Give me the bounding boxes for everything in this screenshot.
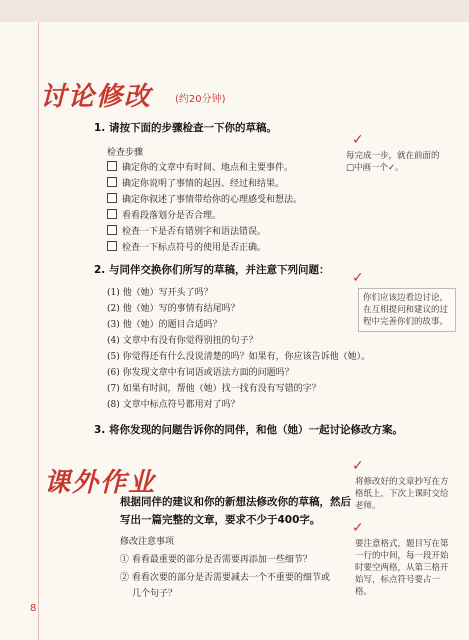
list-item: (1) 他（她）写开头了吗？: [107, 288, 213, 298]
time-note: (约20分钟): [175, 94, 226, 105]
list-item: 几个句子？: [132, 589, 178, 599]
list-item: (3) 他（她）的题目合适吗？: [107, 320, 222, 330]
checklist-item[interactable]: 看看段落划分是否合理。: [107, 208, 221, 221]
list-item: ② 看看次要的部分是否需要减去一个不重要的细节或: [120, 573, 330, 583]
hand-check-icon: ✓: [352, 520, 364, 536]
checkbox[interactable]: [107, 161, 117, 171]
list-item: (5) 你觉得还有什么没说清楚的吗？如果有，你应该告诉他（她）。: [107, 352, 371, 362]
side-note-discuss: 你们应该边看边讨论，在互相提问和建议的过程中完善你们的故事。: [358, 288, 456, 332]
hand-check-icon: ✓: [352, 458, 364, 474]
hand-check-icon: ✓: [352, 270, 364, 286]
homework-instruction-1: 根据同伴的建议和你的新想法修改你的草稿，然后: [120, 496, 351, 508]
margin-line: [38, 22, 39, 640]
list-item: (2) 他（她）写的事情有结尾吗？: [107, 304, 240, 314]
side-note-copy: 将修改好的文章抄写在方格纸上，下次上课时交给老师。: [355, 477, 449, 511]
top-band: [0, 0, 469, 22]
checklist-item[interactable]: 确定你的文章中有时间、地点和主要事件。: [107, 160, 293, 173]
question-3: 3. 将你发现的问题告诉你的同伴，和他（她）一起讨论修改方案。: [94, 424, 403, 436]
section-title-homework: 课外作业: [44, 468, 157, 498]
side-note-checklist: 每完成一步，就在前面的□中画一个✓。: [346, 151, 440, 173]
section-title-discuss: 讨论修改: [40, 82, 153, 112]
checkbox[interactable]: [107, 193, 117, 203]
notes-title: 修改注意事项: [120, 537, 175, 547]
checkbox[interactable]: [107, 209, 117, 219]
checklist-item[interactable]: 确定你说明了事情的起因、经过和结果。: [107, 176, 284, 189]
list-item: (7) 如果有时间，帮他（她）找一找有没有写错的字？: [107, 384, 321, 394]
page-number: 8: [30, 603, 37, 614]
checklist-title: 检查步骤: [107, 148, 144, 158]
checklist-item[interactable]: 确定你叙述了事情带给你的心理感受和想法。: [107, 192, 302, 205]
question-1: 1. 请按下面的步骤检查一下你的草稿。: [94, 122, 277, 134]
checklist-item[interactable]: 检查一下标点符号的使用是否正确。: [107, 240, 266, 253]
checklist-item[interactable]: 检查一下是否有错别字和语法错误。: [107, 224, 266, 237]
hand-check-icon: ✓: [352, 132, 364, 148]
side-note-format: 要注意格式，题目写在第一行的中间，每一段开始时要空两格，从第三格开始写，标点符号要占一格。: [355, 539, 449, 597]
list-item: (6) 你发现文章中有词语或语法方面的问题吗？: [107, 368, 294, 378]
homework-instruction-2: 写出一篇完整的文章，要求不少于400字。: [120, 514, 321, 526]
list-item: ① 看看最重要的部分是否需要再添加一些细节？: [120, 555, 312, 565]
checkbox[interactable]: [107, 241, 117, 251]
question-2: 2. 与同伴交换你们所写的草稿，并注意下列问题：: [94, 264, 330, 276]
checkbox[interactable]: [107, 225, 117, 235]
list-item: (8) 文章中标点符号都用对了吗？: [107, 400, 240, 410]
list-item: (4) 文章中有没有你觉得别扭的句子？: [107, 336, 258, 346]
checkbox[interactable]: [107, 177, 117, 187]
